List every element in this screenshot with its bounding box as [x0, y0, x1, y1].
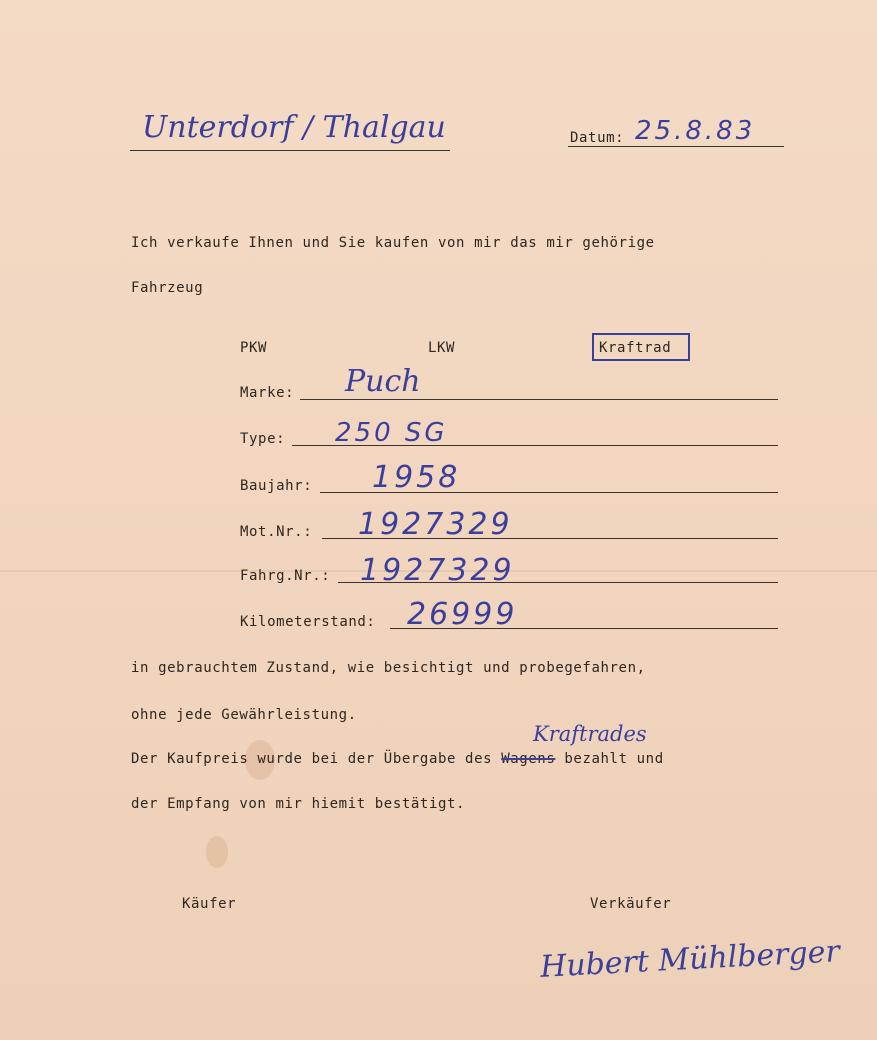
body-line-3-start: Der Kaufpreis wurde bei der Übergabe des: [131, 751, 493, 767]
baujahr-value: 1958: [372, 460, 461, 495]
verkaeufer-signature: Hubert Mühlberger: [539, 934, 841, 985]
verkaeufer-label: Verkäufer: [590, 896, 672, 912]
body-line-1: in gebrauchtem Zustand, wie besichtigt und probegefahren,: [131, 660, 646, 676]
stain-mark: [206, 836, 228, 868]
vehicle-type-pkw: PKW: [240, 340, 268, 356]
vehicle-type-kraftrad: Kraftrad: [599, 340, 672, 356]
type-label: Type:: [240, 431, 286, 447]
fahrgnr-label: Fahrg.Nr.:: [240, 568, 331, 584]
km-label: Kilometerstand:: [240, 614, 376, 630]
body-line-3-end: bezahlt und: [564, 751, 664, 767]
body-line-2: ohne jede Gewährleistung.: [131, 707, 357, 723]
datum-underline: [568, 146, 784, 147]
baujahr-label: Baujahr:: [240, 478, 313, 494]
datum-value: 25.8.83: [635, 116, 756, 146]
body-line-3: [131, 751, 664, 767]
datum-label: Datum:: [570, 130, 625, 146]
vehicle-type-lkw: LKW: [428, 340, 456, 356]
kaeufer-label: Käufer: [182, 896, 237, 912]
marke-line: [300, 399, 778, 400]
fahrgnr-value: 1927329: [360, 553, 515, 588]
struck-word-wagens: Wagens: [501, 751, 556, 767]
intro-line-2: Fahrzeug: [131, 280, 204, 296]
km-value: 26999: [407, 597, 518, 632]
motnr-value: 1927329: [358, 507, 513, 542]
marke-value: Puch: [345, 364, 421, 399]
place-underline: [130, 150, 450, 151]
intro-line-1: Ich verkaufe Ihnen und Sie kaufen von mir das mir gehörige: [131, 235, 655, 251]
place-handwritten: Unterdorf / Thalgau: [142, 110, 446, 145]
type-value: 250 SG: [335, 418, 448, 448]
motnr-label: Mot.Nr.:: [240, 524, 313, 540]
body-line-4: der Empfang von mir hiemit bestätigt.: [131, 796, 466, 812]
kraftrades-correction: Kraftrades: [533, 722, 647, 746]
marke-label: Marke:: [240, 385, 295, 401]
